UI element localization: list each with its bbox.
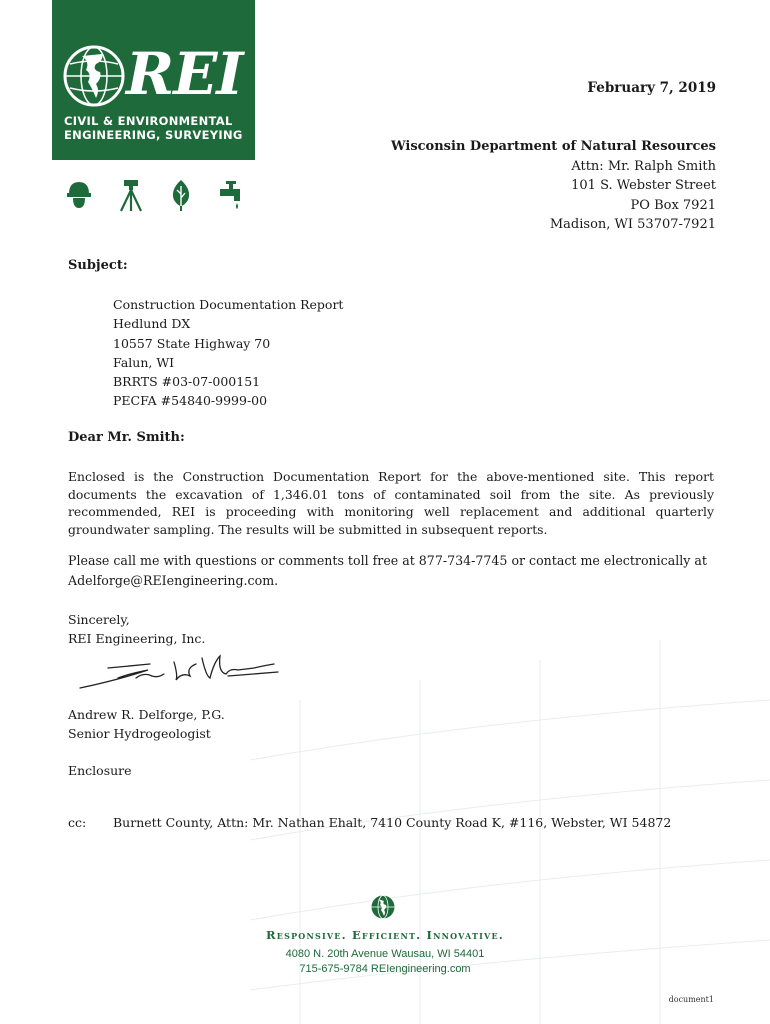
footer-street: 4080 N. 20th Avenue Wausau, WI 54401 <box>285 948 485 960</box>
survey-tripod-icon <box>118 178 144 212</box>
subject-block <box>113 295 343 411</box>
hard-hat-icon <box>66 178 92 212</box>
globe-icon <box>62 44 126 108</box>
recipient-city: Madison, WI 53707-7921 <box>549 217 716 232</box>
logo-tagline <box>64 114 254 142</box>
leaf-icon <box>168 178 194 212</box>
signer-block <box>68 705 225 743</box>
cc-recipient: Burnett County, Attn: Mr. Nathan Ehalt, 7410 County Road K, #116, Webster, WI 54872 <box>113 815 672 830</box>
subject-line: 10557 State Highway 70 <box>113 335 271 351</box>
recipient-po-box: PO Box 7921 <box>630 197 716 213</box>
handwritten-signature <box>78 650 288 694</box>
subject-line: PECFA #54840-9999-00 <box>113 393 268 409</box>
closing <box>68 610 205 648</box>
subject-line: Hedlund DX <box>113 316 191 332</box>
recipient-attn: Attn: Mr. Ralph Smith <box>571 158 716 174</box>
enclosure-note: Enclosure <box>68 763 132 778</box>
signer-name: Andrew R. Delforge, P.G. <box>68 707 225 722</box>
document-id: document1 <box>668 995 714 1004</box>
subject-label: Subject: <box>68 258 128 273</box>
signer-title: Senior Hydrogeologist <box>68 726 211 741</box>
tagline-line-1: CIVIL & ENVIRONMENTAL <box>64 114 233 128</box>
recipient-address <box>391 137 716 235</box>
subject-line: BRRTS #03-07-000151 <box>113 374 261 390</box>
closing-company: REI Engineering, Inc. <box>68 631 206 646</box>
subject-line: Construction Documentation Report <box>113 297 344 312</box>
body-paragraph-2: Please call me with questions or comments toll free at 877-734-7745 or contact me electronically at Adelforge@REIengineering.com. <box>68 553 707 588</box>
subject-line: Falun, WI <box>113 354 175 370</box>
footer-address <box>0 947 770 977</box>
valediction: Sincerely, <box>68 612 130 627</box>
body-paragraph-1: Enclosed is the Construction Documentation Report for the above-mentioned site. This report documents the excavation of 1,346.01 tons of contaminated soil from the site. As previously recommended, REI is proceeding with monitoring well replacement and additional quarterly groundwater sampling. The results will be submitted in subsequent reports. <box>68 469 714 537</box>
logo-wordmark: REI <box>126 40 243 108</box>
footer-contact: 715-675-9784 REIengineering.com <box>299 963 471 975</box>
letter-date: February 7, 2019 <box>587 80 716 96</box>
salutation: Dear Mr. Smith: <box>68 430 185 445</box>
cc-label: cc: <box>68 815 87 830</box>
company-logo <box>52 0 255 160</box>
tagline-line-2: ENGINEERING, SURVEYING <box>64 128 243 142</box>
water-faucet-icon <box>218 178 244 212</box>
recipient-organization: Wisconsin Department of Natural Resources <box>391 139 716 154</box>
footer-globe-icon <box>370 894 396 920</box>
recipient-street: 101 S. Webster Street <box>571 178 716 193</box>
service-icons <box>62 178 247 216</box>
footer-motto: Responsive. Efficient. Innovative. <box>266 928 504 942</box>
